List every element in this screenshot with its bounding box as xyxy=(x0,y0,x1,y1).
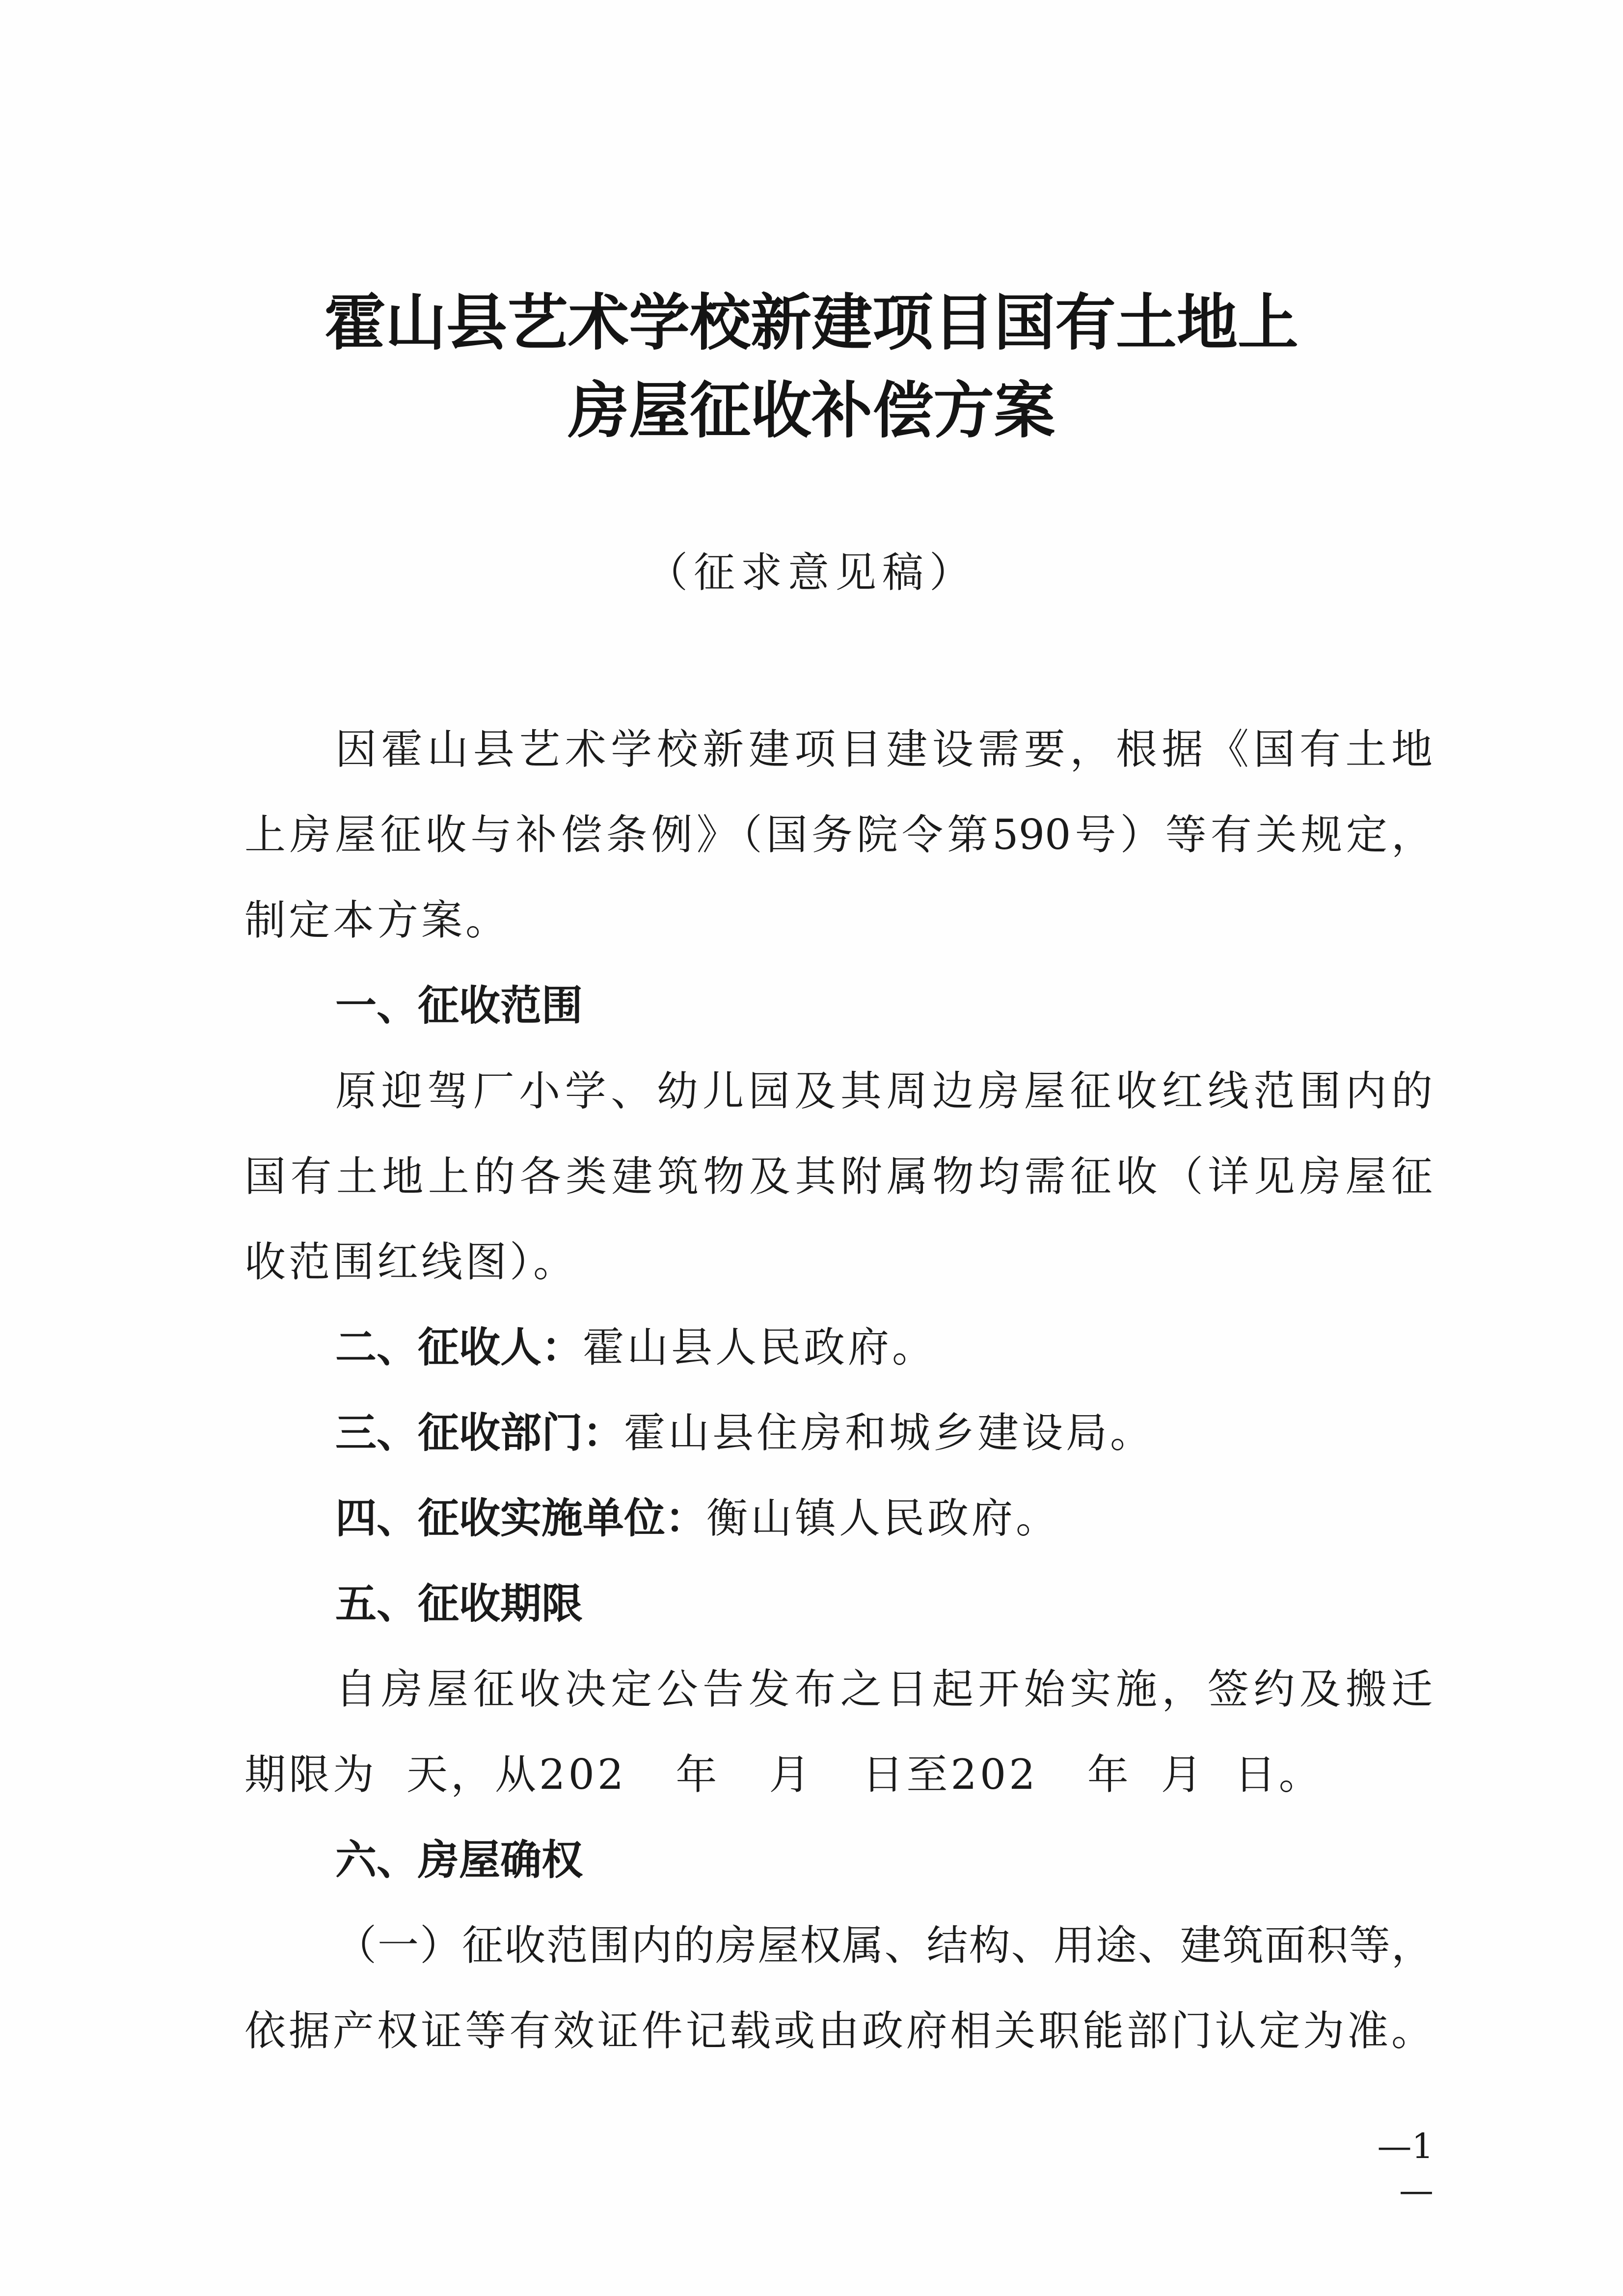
period-text: 日至202 xyxy=(862,1750,1038,1799)
period-text: 日。 xyxy=(1234,1750,1323,1799)
document-subtitle: （征求意见稿） xyxy=(646,548,976,597)
page-number: —1— xyxy=(1377,2126,1434,2211)
ownership-line-2: 依据产权证等有效证件记载或由政府相关职能部门认定为准。 xyxy=(244,2007,1433,2055)
section-implementing-unit xyxy=(335,1489,1433,1548)
document-title-line-1: 霍山县艺术学校新建项目国有土地上 xyxy=(324,288,1298,358)
section-value: 霍山县住房和城乡建设局。 xyxy=(624,1409,1155,1457)
section-label: 二、征收人： xyxy=(335,1323,583,1371)
scope-line-1: 原迎驾厂小学、幼儿园及其周边房屋征收红线范围内的 xyxy=(335,1067,1433,1115)
period-line-2 xyxy=(244,1745,1433,1804)
section-value: 霍山县人民政府。 xyxy=(583,1323,937,1371)
period-text: 年 xyxy=(676,1750,720,1799)
intro-line-1: 因霍山县艺术学校新建项目建设需要，根据《国有土地 xyxy=(335,725,1433,773)
section-expropriator xyxy=(335,1318,1433,1377)
period-text: 天，从202 xyxy=(406,1750,627,1799)
section-label: 三、征收部门： xyxy=(335,1409,624,1457)
section-value: 衡山镇人民政府。 xyxy=(706,1494,1060,1542)
document-title-line-2: 房屋征收补偿方案 xyxy=(568,376,1055,446)
scope-line-2: 国有土地上的各类建筑物及其附属物均需征收（详见房屋征 xyxy=(244,1152,1433,1201)
ownership-line-1: （一）征收范围内的房屋权属、结构、用途、建筑面积等， xyxy=(335,1921,1433,1969)
section-heading-scope: 一、征收范围 xyxy=(335,982,583,1030)
section-department xyxy=(335,1403,1433,1462)
intro-line-2: 上房屋征收与补偿条例》（国务院令第590号）等有关规定， xyxy=(244,811,1433,859)
period-line-1: 自房屋征收决定公告发布之日起开始实施，签约及搬迁 xyxy=(335,1665,1433,1713)
period-text: 年 xyxy=(1087,1750,1132,1799)
section-heading-period: 五、征收期限 xyxy=(335,1580,583,1628)
intro-line-3: 制定本方案。 xyxy=(244,896,510,944)
scope-line-3: 收范围红线图）。 xyxy=(244,1238,578,1286)
section-heading-ownership: 六、房屋确权 xyxy=(335,1836,583,1884)
period-text: 月 xyxy=(1161,1750,1205,1799)
period-text: 月 xyxy=(769,1750,813,1799)
section-label: 四、征收实施单位： xyxy=(335,1494,707,1542)
period-text: 期限为 xyxy=(244,1750,378,1799)
